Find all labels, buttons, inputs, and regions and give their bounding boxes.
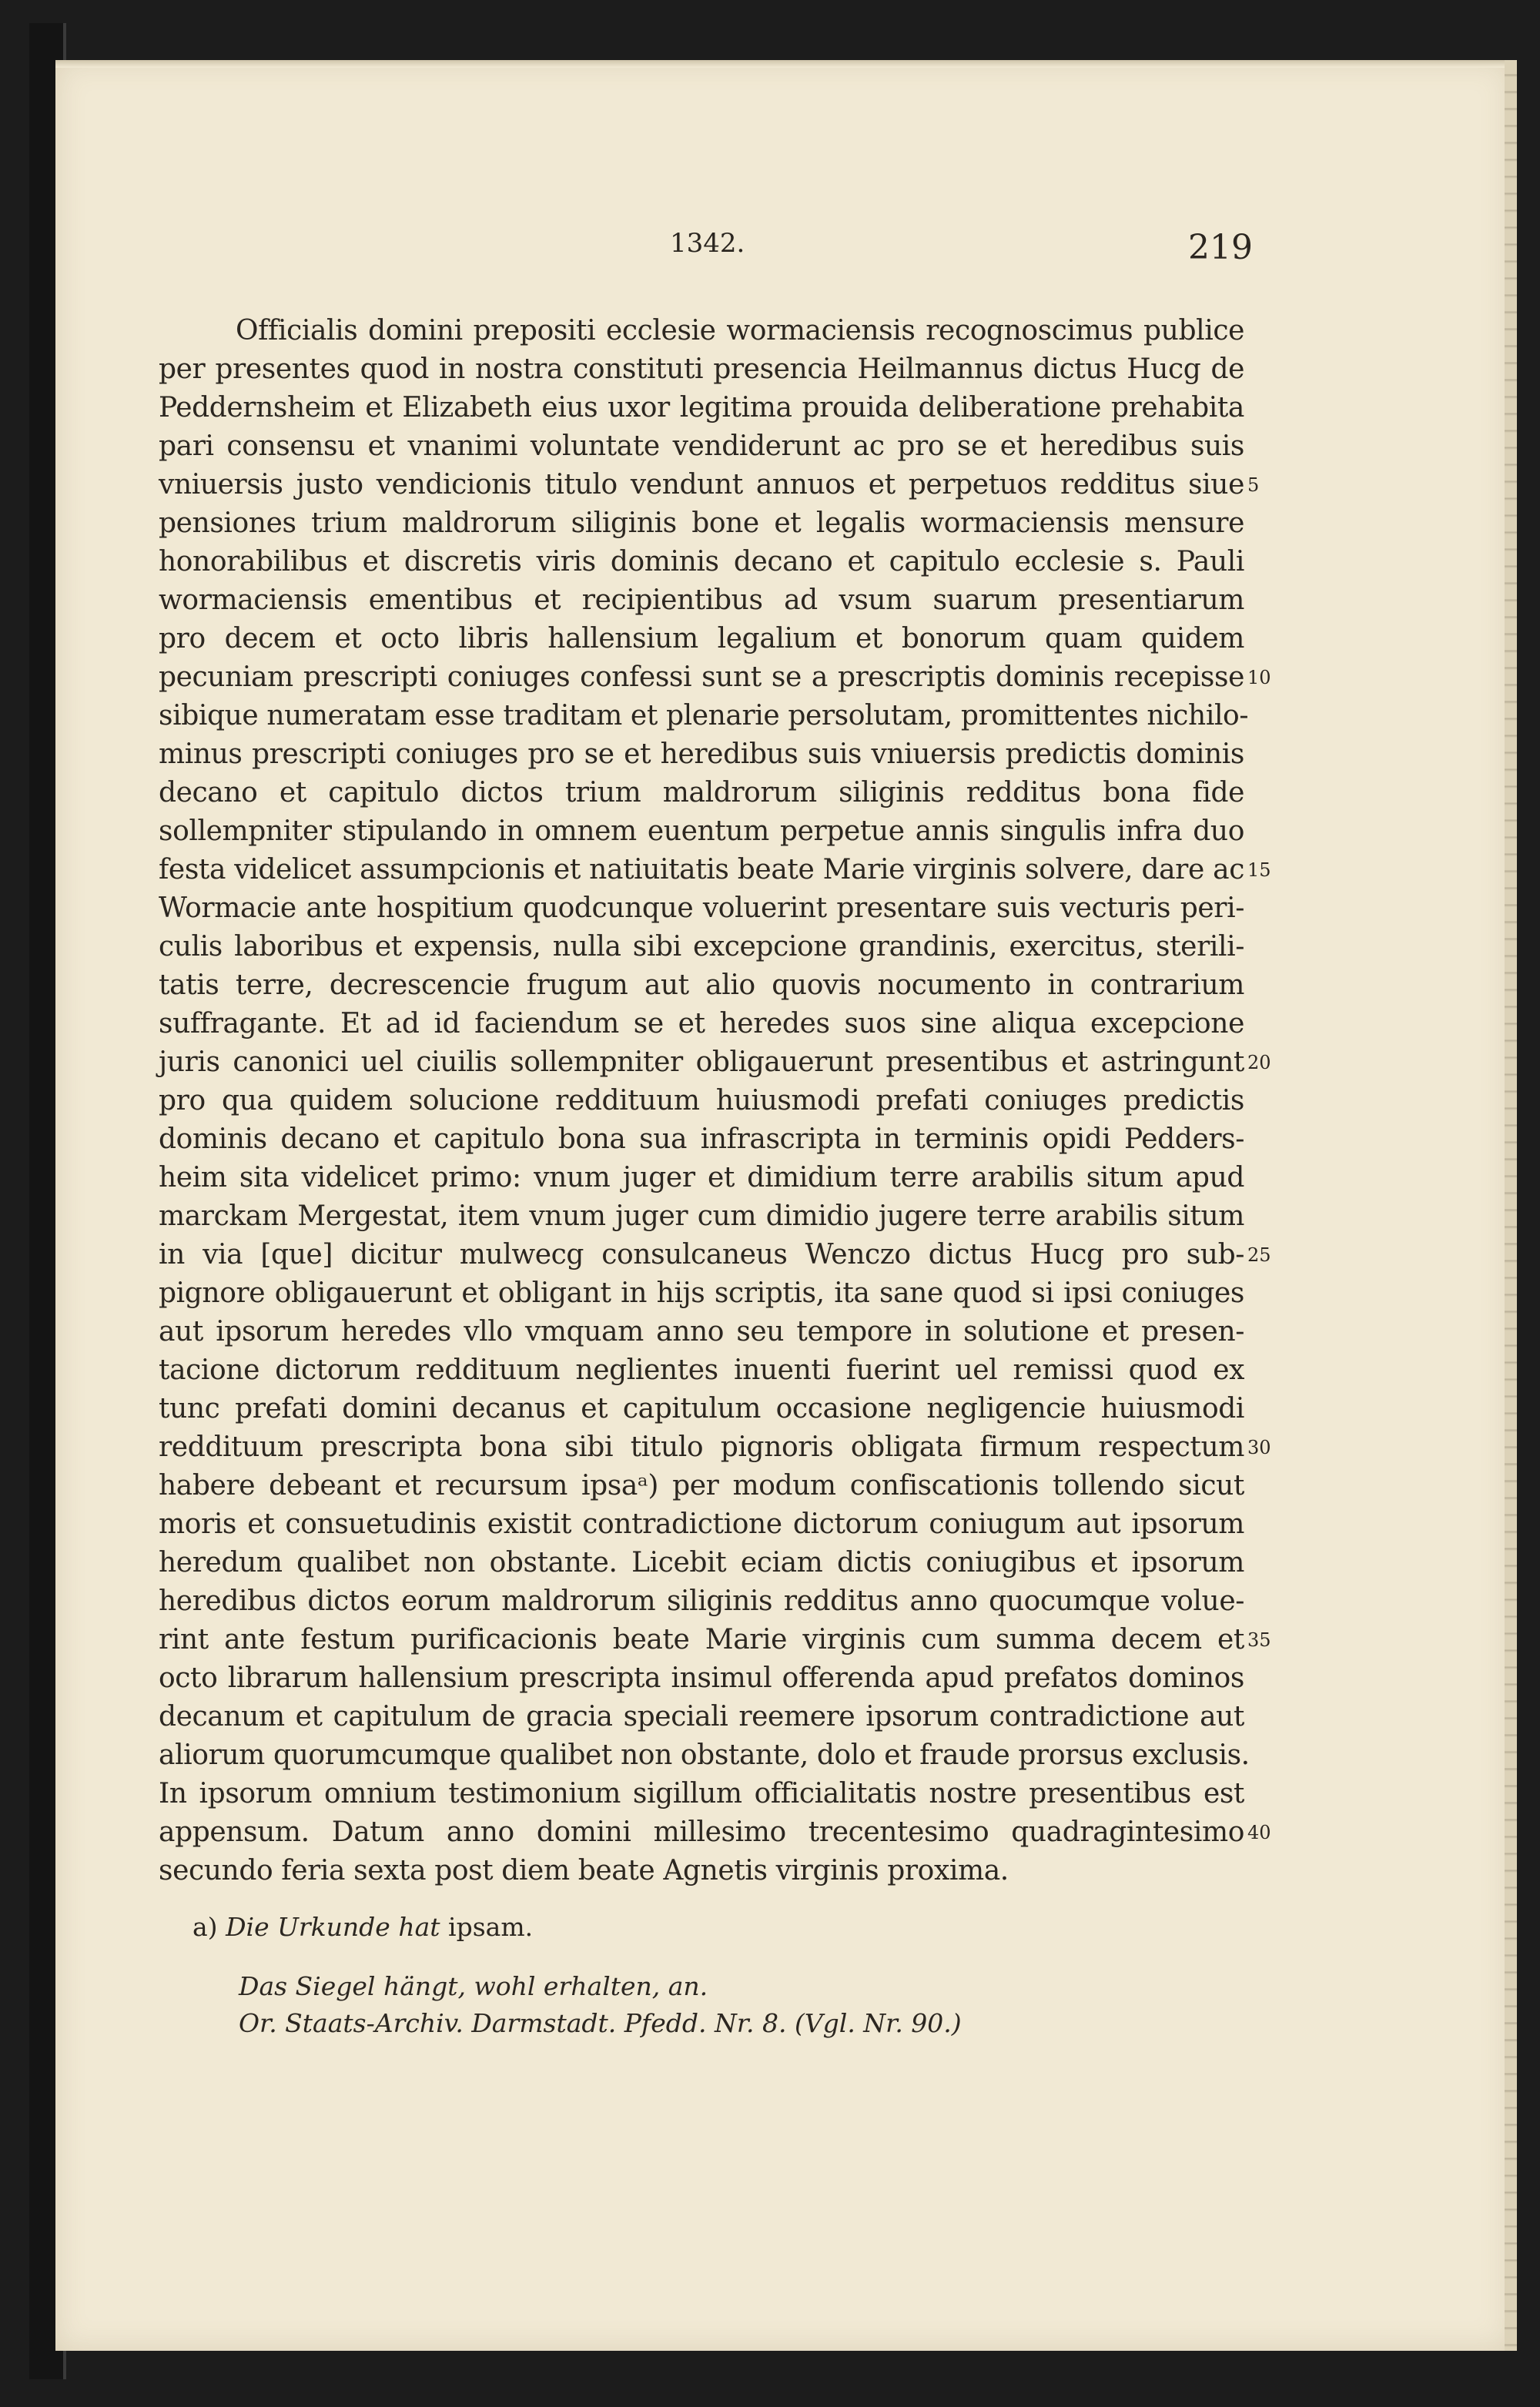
- text-line: in via [que] dicitur mulwecg consulcaneus Wenczo dictus Hucg pro sub-: [159, 1239, 1244, 1270]
- page-number: 219: [1188, 228, 1253, 267]
- text-line: moris et consuetudinis existit contradictione dictorum coniugum aut ipsorum: [159, 1508, 1244, 1540]
- text-line: suffragante. Et ad id faciendum se et heredes suos sine aliqua excepcione: [159, 1008, 1244, 1039]
- text-line: marckam Mergestat, item vnum juger cum dimidio jugere terre arabilis situm: [159, 1200, 1244, 1232]
- running-header-year: 1342.: [670, 228, 745, 259]
- text-line: Wormacie ante hospitium quodcunque voluerint presentare suis vecturis peri-: [159, 892, 1244, 924]
- text-line: heim sita videlicet primo: vnum juger et dimidium terre arabilis situm apud: [159, 1162, 1244, 1193]
- text-line: heredum qualibet non obstante. Licebit eciam dictis coniugibus et ipsorum: [159, 1547, 1244, 1578]
- text-line: tatis terre, decrescencie frugum aut alio quovis nocumento in contrarium: [159, 969, 1244, 1001]
- text-line: appensum. Datum anno domini millesimo trecentesimo quadragintesimo: [159, 1816, 1244, 1848]
- text-line: wormaciensis ementibus et recipientibus ad vsum suarum presentiarum: [159, 584, 1244, 616]
- line-number: 40: [1247, 1822, 1271, 1843]
- text-line: decano et capitulo dictos trium maldrorum siliginis redditus bona fide: [159, 777, 1244, 808]
- text-line: pignore obligauerunt et obligant in hijs scriptis, ita sane quod si ipsi coniuges: [159, 1277, 1244, 1309]
- line-number: 20: [1247, 1052, 1271, 1073]
- text-line: sollempniter stipulando in omnem euentum perpetue annis singulis infra duo: [159, 815, 1244, 847]
- line-number: 5: [1247, 474, 1260, 496]
- text-line: rint ante festum purificacionis beate Marie virginis cum summa decem et: [159, 1624, 1244, 1655]
- text-line: vniuersis justo vendicionis titulo vendunt annuos et perpetuos redditus siue: [159, 469, 1244, 500]
- text-line: culis laboribus et expensis, nulla sibi excepcione grandinis, exercitus, sterili-: [159, 931, 1244, 962]
- charter-text: [159, 312, 1250, 1890]
- line-number: 15: [1247, 859, 1271, 881]
- text-line: juris canonici uel ciuilis sollempniter obligauerunt presentibus et astringunt: [159, 1046, 1244, 1078]
- footnote-a: [192, 1912, 533, 1942]
- page-fore-edge: [1505, 60, 1517, 2351]
- text-line: habere debeant et recursum ipsaᵃ) per modum confiscationis tollendo sicut: [159, 1470, 1244, 1501]
- page-top-edge: [55, 60, 1511, 68]
- line-number: 35: [1247, 1629, 1271, 1651]
- line-number: 30: [1247, 1437, 1271, 1458]
- text-line: pecuniam prescripti coniuges confessi sunt se a prescriptis dominis recepisse: [159, 661, 1244, 693]
- text-line: pari consensu et vnanimi voluntate vendiderunt ac pro se et heredibus suis: [159, 430, 1244, 462]
- text-line: tunc prefati domini decanus et capitulum occasione negligencie huiusmodi: [159, 1393, 1244, 1424]
- text-line: pensiones trium maldrorum siliginis bone et legalis wormaciensis mensure: [159, 507, 1244, 539]
- text-line: pro decem et octo libris hallensium legalium et bonorum quam quidem: [159, 623, 1244, 654]
- seal-note: Das Siegel hängt, wohl erhalten, an.: [239, 1971, 708, 2001]
- text-line: Officialis domini prepositi ecclesie wormaciensis recognoscimus publice: [236, 315, 1244, 346]
- line-number: 10: [1247, 667, 1271, 688]
- text-line: festa videlicet assumpcionis et natiuitatis beate Marie virginis solvere, dare ac: [159, 854, 1244, 885]
- text-line: tacione dictorum reddituum neglientes inuenti fuerint uel remissi quod ex: [159, 1354, 1244, 1386]
- line-number: 25: [1247, 1244, 1271, 1266]
- text-line: reddituum prescripta bona sibi titulo pignoris obligata firmum respectum: [159, 1431, 1244, 1463]
- text-line: heredibus dictos eorum maldrorum siliginis redditus anno quocumque volue-: [159, 1585, 1244, 1617]
- footnote-plain-text: ipsam.: [448, 1912, 534, 1942]
- text-line: secundo feria sexta post diem beate Agnetis virginis proxima.: [159, 1855, 1009, 1886]
- text-line: dominis decano et capitulo bona sua infrascripta in terminis opidi Pedders-: [159, 1123, 1244, 1155]
- text-line: sibique numeratam esse traditam et plenarie persolutam, promittentes nichilo-: [159, 700, 1249, 731]
- footnote-marker: a): [192, 1912, 218, 1942]
- text-line: In ipsorum omnium testimonium sigillum officialitatis nostre presentibus est: [159, 1778, 1244, 1809]
- text-line: aliorum quorumcumque qualibet non obstante, dolo et fraude prorsus exclusis.: [159, 1739, 1250, 1771]
- text-line: honorabilibus et discretis viris dominis decano et capitulo ecclesie s. Pauli: [159, 546, 1244, 577]
- text-line: minus prescripti coniuges pro se et heredibus suis vniuersis predictis dominis: [159, 738, 1244, 770]
- text-line: decanum et capitulum de gracia speciali reemere ipsorum contradictione aut: [159, 1701, 1244, 1732]
- text-line: octo librarum hallensium prescripta insimul offerenda apud prefatos dominos: [159, 1662, 1244, 1694]
- footnote-italic-text: Die Urkunde hat: [226, 1912, 440, 1942]
- text-line: Peddernsheim et Elizabeth eius uxor legitima prouida deliberatione prehabita: [159, 392, 1244, 423]
- text-line: aut ipsorum heredes vllo vmquam anno seu tempore in solutione et presen-: [159, 1316, 1244, 1347]
- archive-source-note: Or. Staats-Archiv. Darmstadt. Pfedd. Nr. 8. (Vgl. Nr. 90.): [239, 2008, 962, 2038]
- text-line: pro qua quidem solucione reddituum huiusmodi prefati coniuges predictis: [159, 1085, 1244, 1116]
- text-line: per presentes quod in nostra constituti presencia Heilmannus dictus Hucg de: [159, 353, 1244, 385]
